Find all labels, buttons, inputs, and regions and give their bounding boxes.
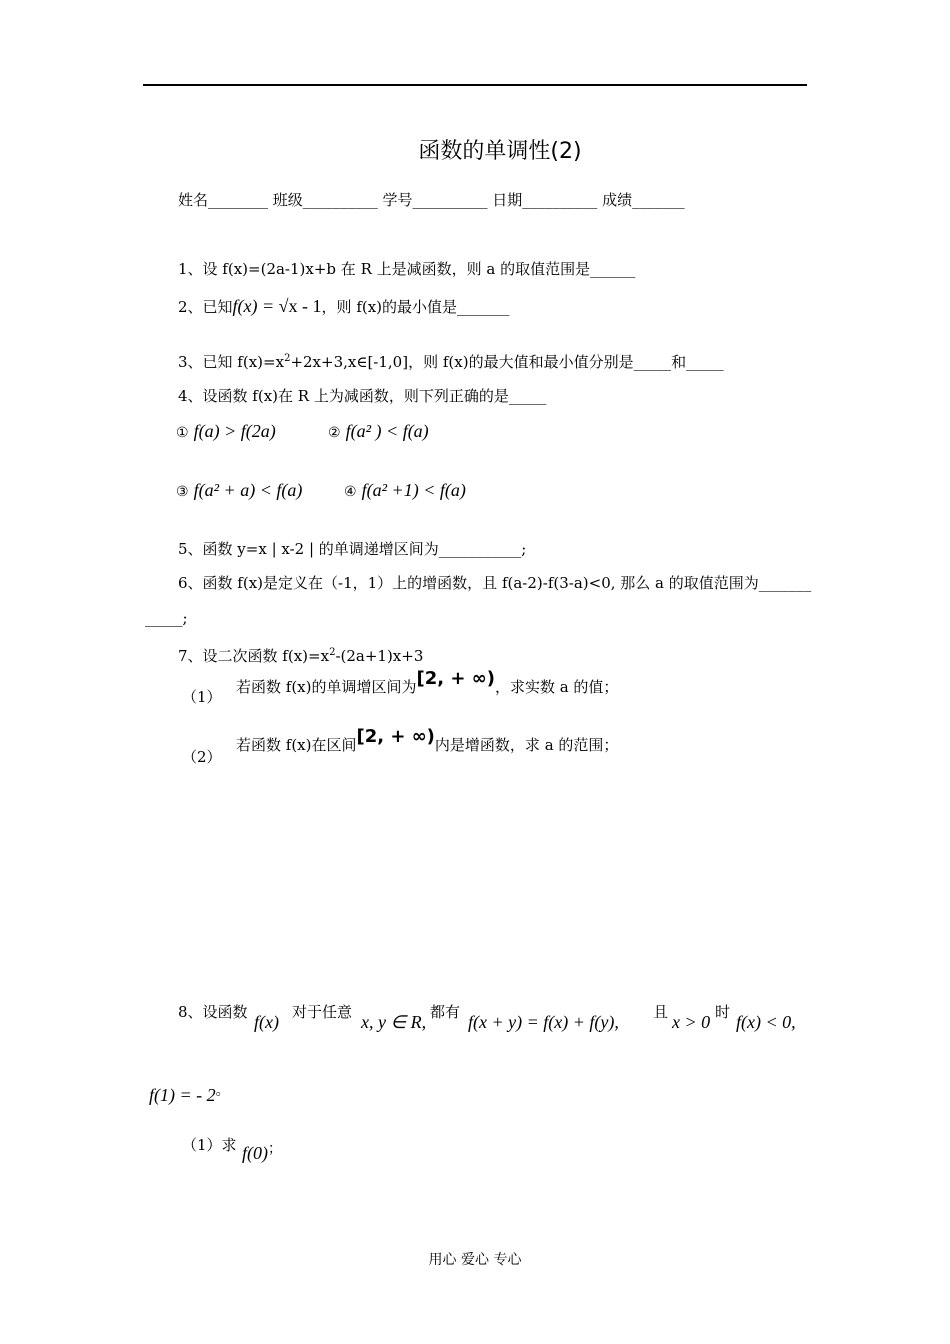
q7-part-2-interval: [2, + ∞) — [356, 726, 435, 747]
q7-stem-superscript: 2 — [329, 647, 336, 658]
q8-part-1-label: （1）求 — [182, 1136, 237, 1154]
top-rule — [143, 84, 807, 86]
q7-part-1-text-a: 若函数 f(x)的单调增区间为 — [236, 678, 417, 696]
q3-superscript: 2 — [284, 353, 291, 364]
q3-part-a: 3、已知 f(x)=x — [178, 353, 285, 371]
q8-text-c: 都有 — [430, 1003, 461, 1021]
q2-formula-a: f(x) = — [232, 296, 279, 316]
page-title: 函数的单调性(2) — [418, 139, 582, 164]
page-footer: 用心 爱心 专心 — [428, 1252, 522, 1268]
q4-option-3-mark: ③ — [176, 484, 189, 500]
q7-stem-a: 7、设二次函数 f(x)=x — [178, 647, 330, 665]
q8-condition: x > 0 — [672, 1012, 711, 1032]
q8-f1-line — [149, 1085, 230, 1106]
q2-suffix: ，则 f(x)的最小值是_______ — [321, 298, 510, 316]
q4-option-1-mark: ① — [176, 425, 189, 441]
question-3 — [178, 351, 724, 372]
q8-equation: f(x + y) = f(x) + f(y), — [468, 1012, 619, 1032]
q7-part-2-text-b: 内是增函数，求 a 的范围； — [434, 736, 619, 754]
q2-formula-b: √x - 1 — [278, 296, 322, 316]
q7-part-1 — [236, 668, 619, 697]
q8-text-a: 8、设函数 — [178, 1003, 248, 1021]
q4-option-1-formula: f(a) > f(2a) — [193, 421, 276, 441]
q4-option-4 — [344, 480, 466, 501]
question-2 — [178, 296, 510, 317]
q7-part-1-interval: [2, + ∞) — [416, 668, 495, 689]
q8-text-b: 对于任意 — [292, 1003, 353, 1021]
q8-text-e: 时 — [715, 1003, 731, 1021]
q8-part-1 — [242, 1143, 282, 1164]
q2-prefix: 2、已知 — [178, 298, 233, 316]
q8-f1-end: 。 — [215, 1083, 230, 1099]
q8-part-1-formula: f(0) — [242, 1143, 268, 1163]
q4-option-3-formula: f(a² + a) < f(a) — [193, 480, 303, 500]
question-6-line-2: _____; — [145, 609, 188, 627]
q4-option-3 — [176, 480, 302, 501]
q4-option-2-formula: f(a² ) < f(a) — [345, 421, 429, 441]
question-5: 5、函数 y=x | x-2 | 的单调递增区间为___________; — [178, 540, 527, 558]
q8-text-d: 且 — [653, 1003, 669, 1021]
question-6-line-1: 6、函数 f(x)是定义在（-1，1）上的增函数，且 f(a-2)-f(3-a)<0, 那么 a 的取值范围为_______ — [178, 574, 812, 592]
q3-part-b: +2x+3,x∈[-1,0]，则 f(x)的最大值和最小值分别是_____和_____ — [290, 353, 724, 371]
q8-part-1-end: ； — [268, 1141, 282, 1157]
q7-stem-b: -(2a+1)x+3 — [335, 647, 424, 665]
q8-inequality: f(x) < 0, — [736, 1012, 796, 1032]
q8-fx: f(x) — [254, 1012, 279, 1032]
q4-option-2 — [328, 421, 429, 442]
header-fields: 姓名________ 班级__________ 学号__________ 日期__________ 成绩_______ — [178, 191, 685, 209]
q8-vars: x, y ∈ R, — [361, 1012, 427, 1032]
question-1: 1、设 f(x)=(2a-1)x+b 在 R 上是减函数，则 a 的取值范围是______ — [178, 260, 636, 278]
q4-option-4-formula: f(a² +1) < f(a) — [361, 480, 466, 500]
q7-part-2-text-a: 若函数 f(x)在区间 — [236, 736, 357, 754]
q4-option-2-mark: ② — [328, 425, 341, 441]
q7-part-1-text-b: ，求实数 a 的值； — [494, 678, 619, 696]
question-7-stem — [178, 645, 423, 666]
q7-part-2-label: （2） — [182, 748, 222, 766]
q7-part-2 — [236, 726, 619, 755]
question-4-stem: 4、设函数 f(x)在 R 上为减函数，则下列正确的是_____ — [178, 387, 547, 405]
q7-part-1-label: （1） — [182, 688, 222, 706]
q8-f1: f(1) = - 2 — [149, 1085, 216, 1105]
q4-option-1 — [176, 421, 276, 442]
q4-option-4-mark: ④ — [344, 484, 357, 500]
